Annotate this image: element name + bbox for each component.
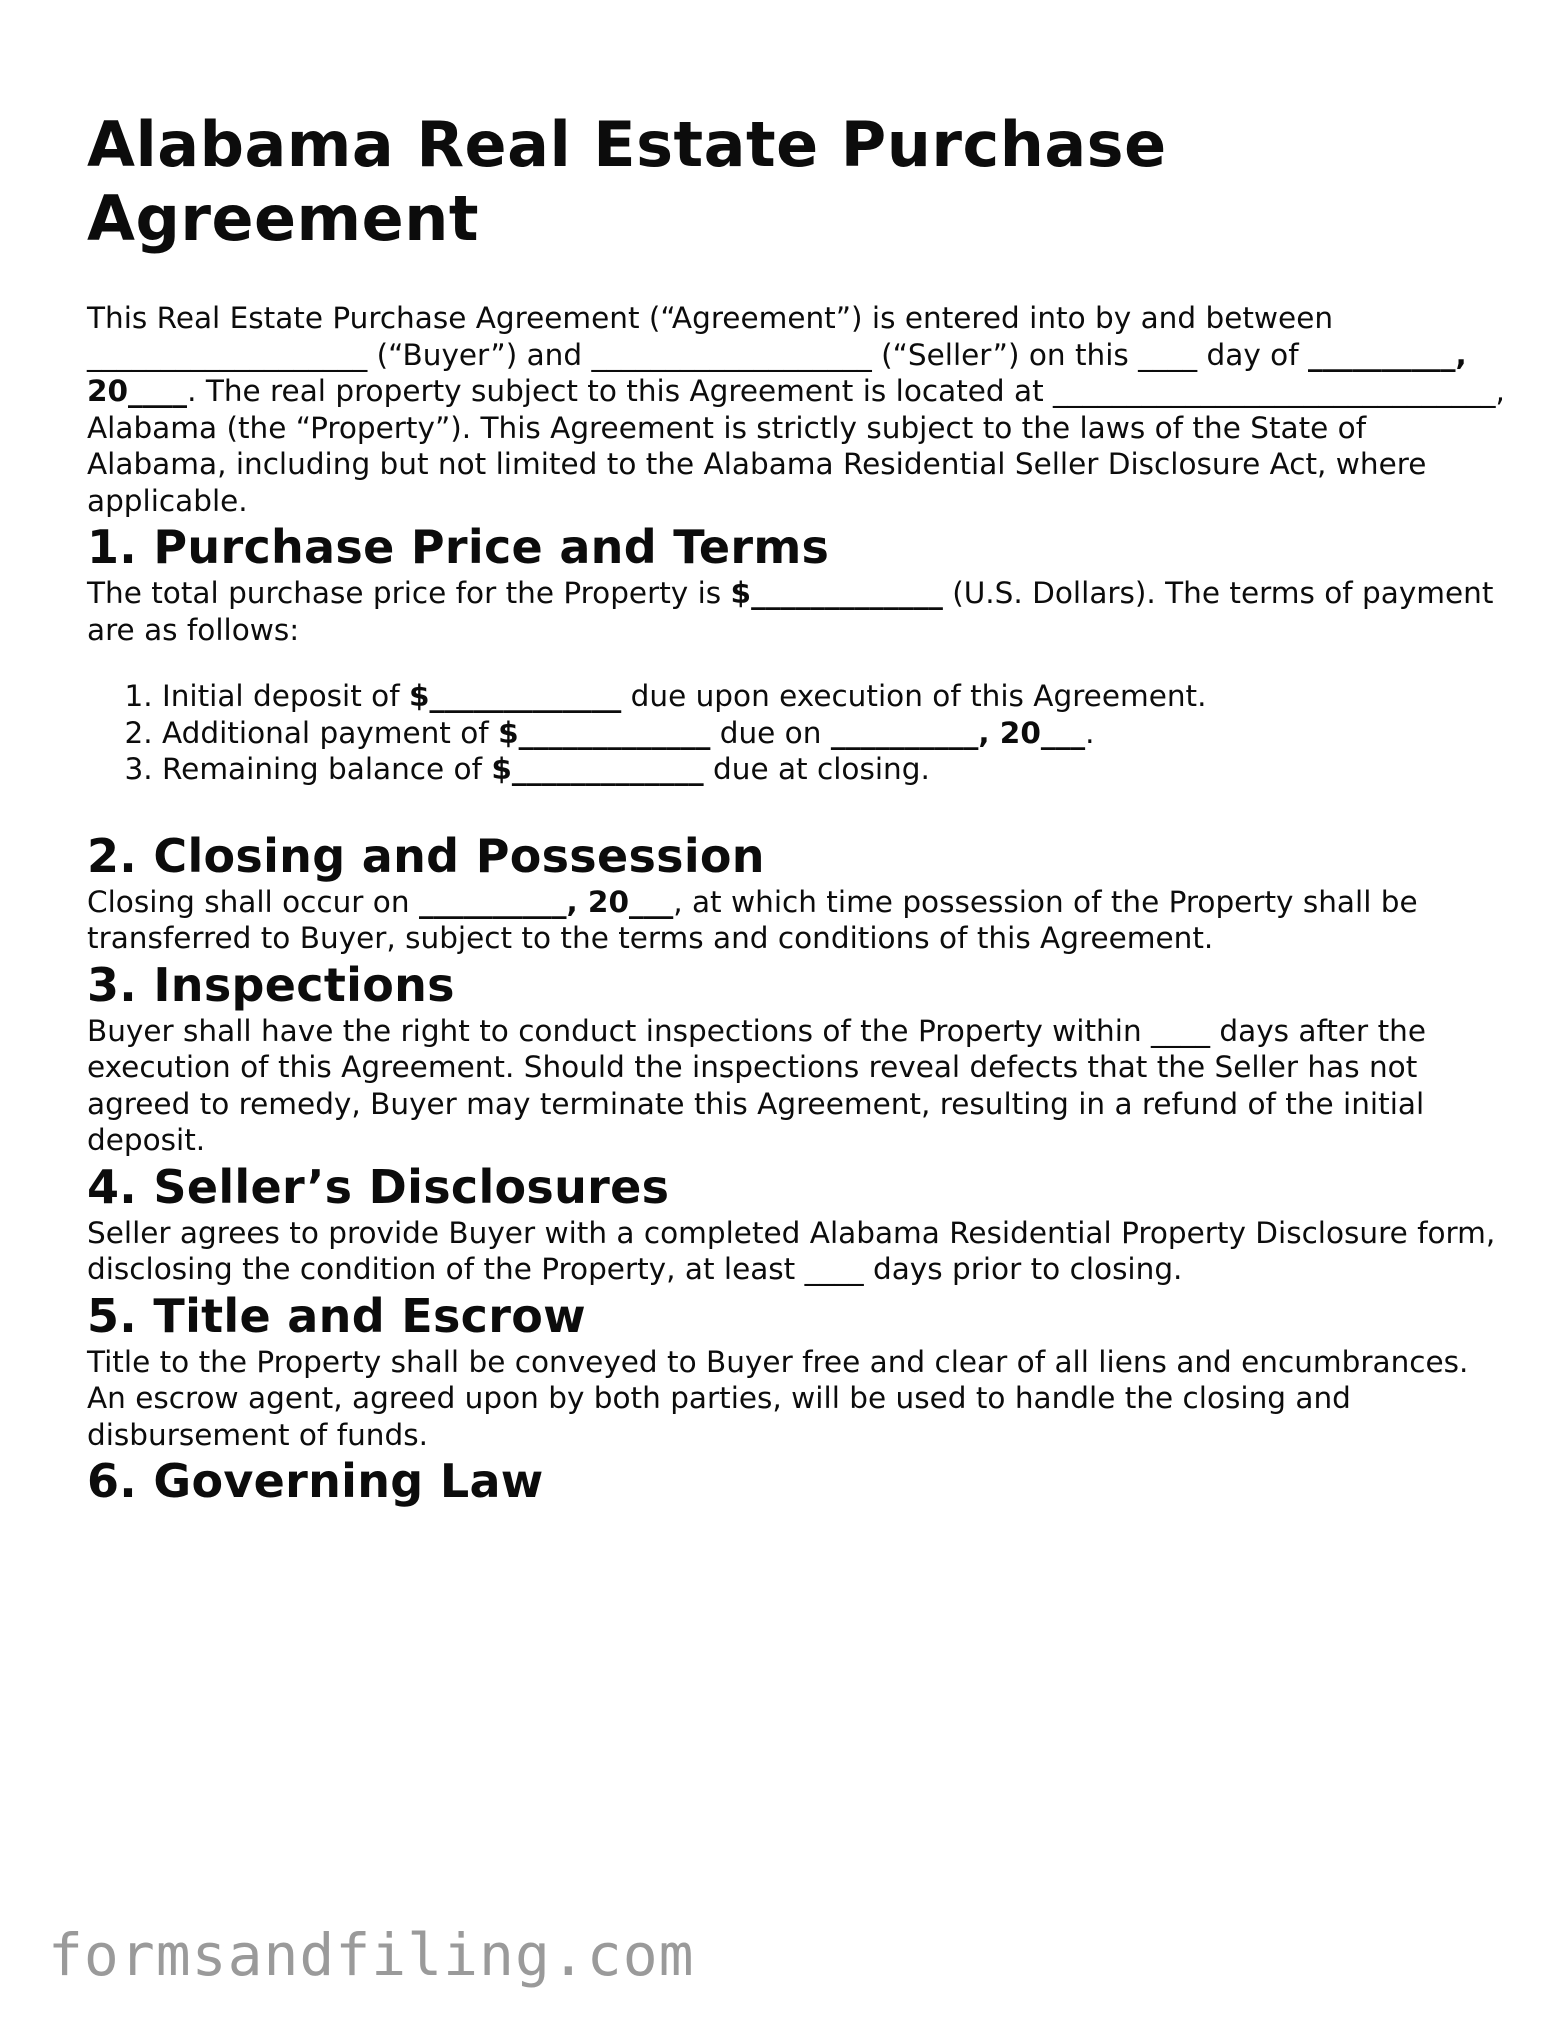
purchase-price-blank: $_____________: [730, 576, 943, 610]
term-text: due on: [710, 715, 831, 750]
term-text: due upon execution of this Agreement.: [621, 679, 1207, 713]
amount-blank: $_____________: [408, 679, 622, 713]
day-blank: ____: [1138, 337, 1198, 372]
term-text: Remaining balance of: [162, 752, 492, 786]
list-item: [162, 715, 1507, 752]
term-text: Additional payment of: [162, 715, 499, 750]
intro-paragraph: [87, 300, 1507, 519]
section-heading-governing-law: 6. Governing Law: [87, 1454, 544, 1508]
disclosures-paragraph: Seller agrees to provide Buyer with a completed Alabama Residential Property Disclosure form, disclosing the condition of the Property, at least ____ days prior to closing.: [87, 1215, 1496, 1286]
purchase-text: The total purchase price for the Property is: [87, 576, 731, 610]
section-heading-inspections: 3. Inspections: [87, 957, 455, 1012]
list-item: [162, 678, 1507, 715]
payment-terms-list: [87, 678, 1507, 788]
section-heading-purchase: 1. Purchase Price and Terms: [87, 520, 830, 574]
closing-text: Closing shall occur on: [87, 884, 419, 919]
term-text: Initial deposit of: [162, 679, 409, 713]
seller-name-blank: ___________________: [591, 337, 872, 372]
purchase-price-paragraph: [87, 575, 1507, 648]
term-text: due at closing.: [703, 752, 930, 786]
site-watermark: formsandfiling.com: [48, 1921, 695, 1989]
intro-text: day of: [1197, 337, 1308, 372]
purchase-text: (U.S. Dollars). The terms of payment are as follows:: [87, 576, 1494, 647]
intro-text: . The real property subject to this Agreement is located at: [187, 374, 1054, 408]
list-item: [162, 751, 1507, 788]
document-page: [87, 108, 1507, 1509]
section-heading-disclosures: 4. Seller’s Disclosures: [87, 1159, 670, 1214]
section-heading-closing: 2. Closing and Possession: [87, 828, 765, 883]
buyer-name-blank: ___________________: [87, 337, 368, 372]
amount-blank: $_____________: [491, 752, 704, 786]
amount-blank: $_____________: [498, 715, 711, 750]
document-title: Alabama Real Estate Purchase Agreement: [87, 108, 1167, 255]
intro-text: This Real Estate Purchase Agreement (“Agreement”) is entered into by and between: [87, 301, 1334, 335]
closing-date-blank: __________, 20___: [418, 884, 674, 919]
term-text: .: [1085, 715, 1095, 750]
intro-text: (“Seller”) on this: [871, 337, 1139, 372]
intro-text: (“Buyer”) and: [367, 337, 592, 372]
title-escrow-paragraph: Title to the Property shall be conveyed to Buyer free and clear of all liens and encumbrances. An escrow agent, agreed upon by both parties, will be used to handle the closing and disbursement of funds.: [87, 1344, 1469, 1452]
closing-text: , at which time possession of the Property shall be transferred to Buyer, subject to the terms and conditions of this Agreement.: [87, 884, 1418, 955]
property-address-blank: ______________________________: [1053, 374, 1496, 408]
section-heading-title-escrow: 5. Title and Escrow: [87, 1288, 586, 1343]
agreement-date-blank: __________, 20____: [87, 337, 1467, 408]
closing-paragraph: [87, 884, 1507, 957]
date-blank: __________, 20___: [830, 715, 1086, 750]
intro-text: , Alabama (the “Property”). This Agreement is strictly subject to the laws of the State of Alabama, including but not limited to the Alabama Residential Seller Disclosure Act, where applicable.: [87, 374, 1505, 518]
inspections-paragraph: Buyer shall have the right to conduct inspections of the Property within ____ days after the execution of this Agreement. Should the inspections reveal defects that the Seller has not agreed to remedy, Buyer may terminate this Agreement, resulting in a refund of the initial deposit.: [87, 1013, 1426, 1157]
